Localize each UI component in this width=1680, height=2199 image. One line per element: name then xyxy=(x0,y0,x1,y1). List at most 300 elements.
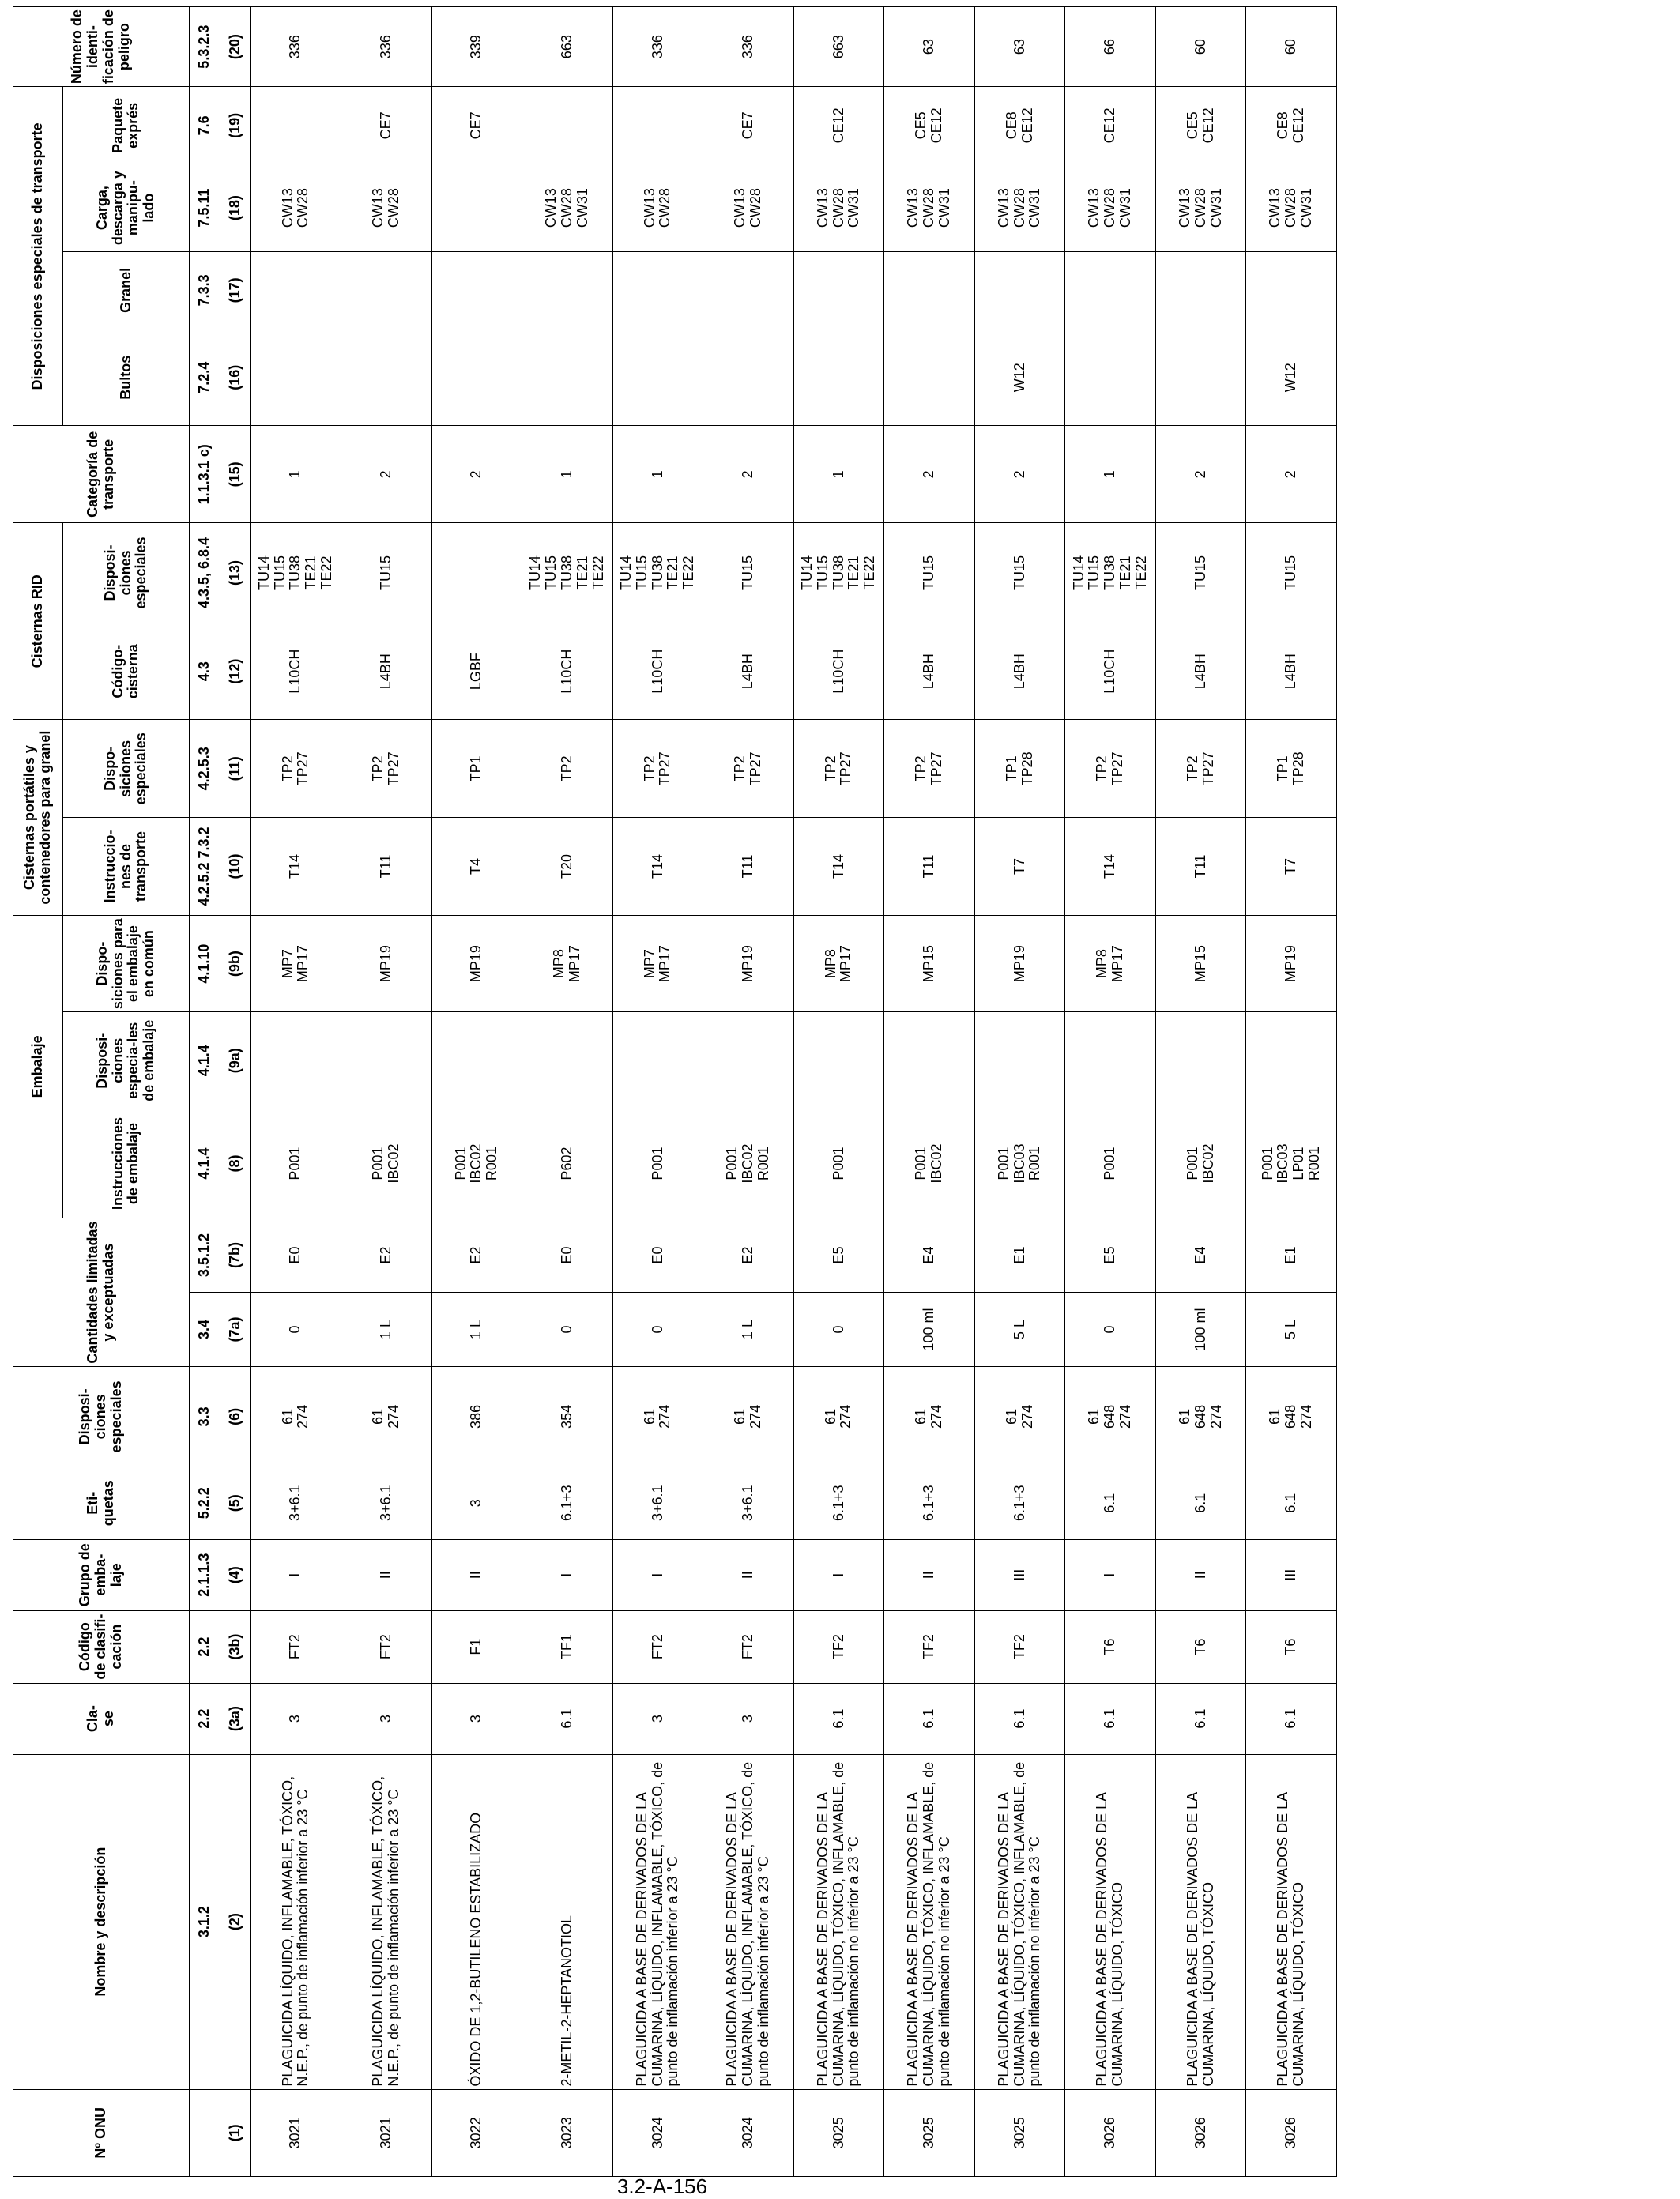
table-cell-col-11 xyxy=(1155,1012,1246,1109)
header-disp-especiales-embalaje: Disposi-ciones especia-les de embalaje xyxy=(63,1012,190,1109)
table-cell-col-22: 336 xyxy=(703,7,794,87)
table-cell-col-17: 2 xyxy=(341,426,432,523)
table-cell-col-8: 1 L xyxy=(703,1293,794,1367)
table-cell-col-22: 336 xyxy=(612,7,703,87)
table-cell-col-22: 60 xyxy=(1155,7,1246,87)
table-cell-col-17: 1 xyxy=(250,426,341,523)
ref-cell-col-4: 2.2 xyxy=(189,1610,220,1683)
table-cell-col-18 xyxy=(612,329,703,426)
table-cell-col-13: T14 xyxy=(1065,818,1156,916)
table-cell-col-14: TP1 TP28 xyxy=(974,720,1065,818)
table-cell-col-15: L4BH xyxy=(341,623,432,720)
table-cell-col-13: T11 xyxy=(341,818,432,916)
ref-cell-col-12: 4.1.10 xyxy=(189,915,220,1012)
header-disp-especiales-rid: Disposi-ciones especiales xyxy=(63,523,190,623)
table-cell-col-5: II xyxy=(703,1539,794,1610)
table-cell-col-17: 2 xyxy=(884,426,975,523)
table-cell-col-9: E0 xyxy=(250,1218,341,1293)
table-cell-col-20 xyxy=(431,164,522,251)
table-cell-col-7: 61 274 xyxy=(884,1367,975,1467)
table-cell-col-14: TP2 TP27 xyxy=(1065,720,1156,818)
table-cell-col-14: TP2 xyxy=(522,720,613,818)
table-cell-col-3: 6.1 xyxy=(974,1683,1065,1754)
table-cell-col-4: FT2 xyxy=(341,1610,432,1683)
table-cell-col-13: T11 xyxy=(884,818,975,916)
table-cell-col-16: TU15 xyxy=(884,523,975,623)
table-cell-col-6: 6.1 xyxy=(1246,1467,1337,1539)
table-cell-col-12: MP8 MP17 xyxy=(522,915,613,1012)
table-cell-col-22: 60 xyxy=(1246,7,1337,87)
table-cell-col-16: TU15 xyxy=(341,523,432,623)
colnum-cell-col-19: (17) xyxy=(220,251,250,329)
table-cell-col-20: CW13 CW28 xyxy=(703,164,794,251)
table-cell-col-15: L4BH xyxy=(1246,623,1337,720)
header-numero-peligro: Número de identi-ficación de peligro xyxy=(13,7,190,87)
table-cell-col-3: 3 xyxy=(341,1683,432,1754)
table-cell-col-9: E2 xyxy=(341,1218,432,1293)
table-cell-col-15: L10CH xyxy=(250,623,341,720)
table-cell-col-11 xyxy=(974,1012,1065,1109)
table-cell-col-3: 6.1 xyxy=(1065,1683,1156,1754)
table-cell-col-14: TP2 TP27 xyxy=(1155,720,1246,818)
table-cell-col-1: 3023 xyxy=(522,2089,613,2176)
table-cell-col-19 xyxy=(522,251,613,329)
ref-cell-col-15: 4.3 xyxy=(189,623,220,720)
table-cell-col-19 xyxy=(1246,251,1337,329)
colnum-cell-col-16: (13) xyxy=(220,523,250,623)
table-cell-col-6: 6.1+3 xyxy=(884,1467,975,1539)
table-cell-col-21: CE7 xyxy=(431,87,522,164)
table-cell-col-17: 1 xyxy=(522,426,613,523)
colnum-cell-col-18: (16) xyxy=(220,329,250,426)
table-cell-col-12: MP7 MP17 xyxy=(612,915,703,1012)
table-row xyxy=(250,7,341,2177)
table-cell-col-9: E0 xyxy=(522,1218,613,1293)
table-cell-col-5: I xyxy=(612,1539,703,1610)
table-cell-col-13: T11 xyxy=(703,818,794,916)
table-cell-col-7: 61 648 274 xyxy=(1155,1367,1246,1467)
table-cell-col-9: E4 xyxy=(1155,1218,1246,1293)
table-cell-col-10: P001 IBC03 LP01 R001 xyxy=(1246,1109,1337,1218)
table-cell-col-19 xyxy=(341,251,432,329)
colnum-cell-col-2: (2) xyxy=(220,1754,250,2089)
table-cell-col-4: T6 xyxy=(1155,1610,1246,1683)
table-cell-col-5: II xyxy=(341,1539,432,1610)
table-cell-col-5: I xyxy=(250,1539,341,1610)
table-row xyxy=(703,7,794,2177)
table-cell-col-15: L10CH xyxy=(1065,623,1156,720)
table-cell-col-19 xyxy=(793,251,884,329)
header-clase: Cla- se xyxy=(13,1683,190,1754)
table-cell-col-13: T11 xyxy=(1155,818,1246,916)
table-cell-col-18: W12 xyxy=(974,329,1065,426)
table-cell-col-22: 663 xyxy=(522,7,613,87)
table-cell-col-6: 3+6.1 xyxy=(703,1467,794,1539)
table-cell-col-8: 5 L xyxy=(1246,1293,1337,1367)
table-cell-col-12: MP15 xyxy=(1155,915,1246,1012)
header-categoria-transporte: Categoría de transporte xyxy=(13,426,190,523)
table-cell-col-21: CE7 xyxy=(703,87,794,164)
table-cell-col-16: TU15 xyxy=(974,523,1065,623)
table-cell-col-12: MP19 xyxy=(431,915,522,1012)
table-cell-col-1: 3026 xyxy=(1246,2089,1337,2176)
table-cell-col-11 xyxy=(341,1012,432,1109)
colnum-cell-col-4: (3b) xyxy=(220,1610,250,1683)
table-cell-col-5: III xyxy=(974,1539,1065,1610)
ref-cell-col-22: 5.3.2.3 xyxy=(189,7,220,87)
table-cell-col-18: W12 xyxy=(1246,329,1337,426)
table-cell-col-5: II xyxy=(431,1539,522,1610)
table-cell-col-21 xyxy=(250,87,341,164)
table-cell-col-2: PLAGUICIDA A BASE DE DERIVADOS DE LA CUMARINA, LÍQUIDO, TÓXICO xyxy=(1246,1754,1337,2089)
colnum-cell-col-8: (7a) xyxy=(220,1293,250,1367)
table-cell-col-21: CE7 xyxy=(341,87,432,164)
table-cell-col-18 xyxy=(250,329,341,426)
table-cell-col-1: 3025 xyxy=(793,2089,884,2176)
ref-cell-col-13: 4.2.5.2 7.3.2 xyxy=(189,818,220,916)
table-cell-col-22: 63 xyxy=(974,7,1065,87)
table-row xyxy=(522,7,613,2177)
table-cell-col-3: 3 xyxy=(431,1683,522,1754)
table-cell-col-8: 0 xyxy=(793,1293,884,1367)
table-cell-col-21 xyxy=(522,87,613,164)
table-cell-col-13: T14 xyxy=(612,818,703,916)
table-cell-col-14: TP2 TP27 xyxy=(703,720,794,818)
ref-cell-col-14: 4.2.5.3 xyxy=(189,720,220,818)
table-cell-col-18 xyxy=(341,329,432,426)
table-cell-col-10: P001 IBC02 xyxy=(884,1109,975,1218)
ref-cell-col-3: 2.2 xyxy=(189,1683,220,1754)
table-cell-col-2: PLAGUICIDA A BASE DE DERIVADOS DE LA CUMARINA, LÍQUIDO, TÓXICO, INFLAMABLE, de punto de inflamación no inferior a 23 °C xyxy=(884,1754,975,2089)
table-cell-col-15: L10CH xyxy=(522,623,613,720)
header-etiquetas: Eti-quetas xyxy=(13,1467,190,1539)
ref-cell-col-21: 7.6 xyxy=(189,87,220,164)
table-cell-col-10: P001 xyxy=(250,1109,341,1218)
colnum-cell-col-20: (18) xyxy=(220,164,250,251)
table-cell-col-15: LGBF xyxy=(431,623,522,720)
table-cell-col-4: FT2 xyxy=(703,1610,794,1683)
table-cell-col-6: 3+6.1 xyxy=(250,1467,341,1539)
table-cell-col-4: F1 xyxy=(431,1610,522,1683)
table-cell-col-14: TP2 TP27 xyxy=(612,720,703,818)
table-cell-col-9: E5 xyxy=(1065,1218,1156,1293)
table-row xyxy=(341,7,432,2177)
table-cell-col-17: 2 xyxy=(703,426,794,523)
header-disposiciones-transporte: Disposiciones especiales de transporte xyxy=(13,87,63,426)
table-cell-col-7: 354 xyxy=(522,1367,613,1467)
table-cell-col-4: TF2 xyxy=(974,1610,1065,1683)
table-cell-col-4: TF1 xyxy=(522,1610,613,1683)
colnum-cell-col-6: (5) xyxy=(220,1467,250,1539)
table-cell-col-17: 1 xyxy=(612,426,703,523)
table-cell-col-16: TU14 TU15 TU38 TE21 TE22 xyxy=(250,523,341,623)
table-cell-col-14: TP2 TP27 xyxy=(884,720,975,818)
table-cell-col-16: TU14 TU15 TU38 TE21 TE22 xyxy=(612,523,703,623)
table-cell-col-7: 61 274 xyxy=(974,1367,1065,1467)
table-cell-col-6: 6.1+3 xyxy=(793,1467,884,1539)
table-cell-col-1: 3024 xyxy=(703,2089,794,2176)
table-cell-col-18 xyxy=(431,329,522,426)
table-cell-col-12: MP15 xyxy=(884,915,975,1012)
table-cell-col-17: 2 xyxy=(974,426,1065,523)
table-cell-col-13: T4 xyxy=(431,818,522,916)
table-cell-col-14: TP2 TP27 xyxy=(341,720,432,818)
table-cell-col-19 xyxy=(884,251,975,329)
table-cell-col-7: 61 274 xyxy=(341,1367,432,1467)
table-cell-col-13: T20 xyxy=(522,818,613,916)
table-cell-col-5: II xyxy=(884,1539,975,1610)
table-row xyxy=(431,7,522,2177)
header-instrucciones-embalaje: Instrucciones de embalaje xyxy=(63,1109,190,1218)
table-cell-col-1: 3026 xyxy=(1065,2089,1156,2176)
table-cell-col-12: MP8 MP17 xyxy=(793,915,884,1012)
table-cell-col-17: 2 xyxy=(1155,426,1246,523)
table-cell-col-1: 3021 xyxy=(250,2089,341,2176)
table-cell-col-15: L4BH xyxy=(1155,623,1246,720)
table-cell-col-19 xyxy=(1065,251,1156,329)
table-cell-col-19 xyxy=(1155,251,1246,329)
table-cell-col-10: P001 xyxy=(612,1109,703,1218)
table-cell-col-3: 6.1 xyxy=(1246,1683,1337,1754)
table-cell-col-11 xyxy=(1065,1012,1156,1109)
header-instrucciones-transporte: Instruccio-nes de transporte xyxy=(63,818,190,916)
table-cell-col-2: PLAGUICIDA A BASE DE DERIVADOS DE LA CUMARINA, LÍQUIDO, TÓXICO, INFLAMABLE, de punto de inflamación no inferior a 23 °C xyxy=(974,1754,1065,2089)
table-row xyxy=(1246,7,1337,2177)
table-cell-col-6: 6.1+3 xyxy=(974,1467,1065,1539)
table-cell-col-19 xyxy=(250,251,341,329)
header-cantidades: Cantidades limitadas y exceptuadas xyxy=(13,1218,190,1367)
table-row xyxy=(1155,7,1246,2177)
ref-cell-col-20: 7.5.11 xyxy=(189,164,220,251)
table-cell-col-20: CW13 CW28 CW31 xyxy=(1065,164,1156,251)
colnum-cell-col-21: (19) xyxy=(220,87,250,164)
column-number-row xyxy=(220,7,250,2177)
table-cell-col-4: TF2 xyxy=(793,1610,884,1683)
header-disp-embalaje-comun: Dispo-siciones para el embalaje en común xyxy=(63,915,190,1012)
table-cell-col-16: TU14 TU15 TU38 TE21 TE22 xyxy=(793,523,884,623)
table-cell-col-22: 63 xyxy=(884,7,975,87)
ref-cell-col-17: 1.1.3.1 c) xyxy=(189,426,220,523)
table-cell-col-1: 3025 xyxy=(884,2089,975,2176)
table-cell-col-7: 61 274 xyxy=(250,1367,341,1467)
table-cell-col-1: 3024 xyxy=(612,2089,703,2176)
table-cell-col-11 xyxy=(884,1012,975,1109)
ref-cell-col-1 xyxy=(189,2089,220,2176)
dangerous-goods-table xyxy=(13,6,1337,2177)
ref-cell-col-10: 4.1.4 xyxy=(189,1109,220,1218)
table-cell-col-17: 1 xyxy=(793,426,884,523)
table-cell-col-14: TP1 xyxy=(431,720,522,818)
header-cisternas-portatiles: Cisternas portátiles y contenedores para granel xyxy=(13,720,63,915)
table-cell-col-1: 3025 xyxy=(974,2089,1065,2176)
table-cell-col-7: 61 648 274 xyxy=(1246,1367,1337,1467)
ref-cell-col-9: 3.5.1.2 xyxy=(189,1218,220,1293)
table-cell-col-11 xyxy=(250,1012,341,1109)
table-cell-col-9: E1 xyxy=(974,1218,1065,1293)
table-cell-col-17: 2 xyxy=(1246,426,1337,523)
table-cell-col-5: III xyxy=(1246,1539,1337,1610)
table-cell-col-10: P001 IBC02 R001 xyxy=(431,1109,522,1218)
table-cell-col-6: 6.1+3 xyxy=(522,1467,613,1539)
table-cell-col-20: CW13 CW28 xyxy=(612,164,703,251)
header-embalaje: Embalaje xyxy=(13,915,63,1218)
table-cell-col-21: CE5 CE12 xyxy=(1155,87,1246,164)
table-cell-col-11 xyxy=(703,1012,794,1109)
table-cell-col-2: PLAGUICIDA A BASE DE DERIVADOS DE LA CUMARINA, LÍQUIDO, INFLAMABLE, TÓXICO, de punto de inflamación inferior a 23 °C xyxy=(703,1754,794,2089)
header-cisternas-rid: Cisternas RID xyxy=(13,523,63,720)
table-cell-col-16: TU14 TU15 TU38 TE21 TE22 xyxy=(522,523,613,623)
header-disposiciones-especiales: Disposi-ciones especiales xyxy=(13,1367,190,1467)
table-cell-col-19 xyxy=(974,251,1065,329)
table-cell-col-8: 0 xyxy=(522,1293,613,1367)
table-cell-col-19 xyxy=(431,251,522,329)
colnum-cell-col-13: (10) xyxy=(220,818,250,916)
table-cell-col-21: CE12 xyxy=(1065,87,1156,164)
table-cell-col-8: 5 L xyxy=(974,1293,1065,1367)
table-cell-col-6: 6.1 xyxy=(1065,1467,1156,1539)
table-cell-col-1: 3026 xyxy=(1155,2089,1246,2176)
table-cell-col-11 xyxy=(522,1012,613,1109)
table-cell-col-17: 1 xyxy=(1065,426,1156,523)
table-cell-col-16: TU15 xyxy=(703,523,794,623)
table-cell-col-2: PLAGUICIDA A BASE DE DERIVADOS DE LA CUMARINA, LÍQUIDO, INFLAMABLE, TÓXICO, de punto de inflamación inferior a 23 °C xyxy=(612,1754,703,2089)
colnum-cell-col-1: (1) xyxy=(220,2089,250,2176)
table-cell-col-21: CE8 CE12 xyxy=(1246,87,1337,164)
table-cell-col-22: 663 xyxy=(793,7,884,87)
table-cell-col-21: CE12 xyxy=(793,87,884,164)
table-cell-col-20: CW13 CW28 xyxy=(250,164,341,251)
table-cell-col-5: I xyxy=(1065,1539,1156,1610)
table-cell-col-15: L4BH xyxy=(884,623,975,720)
table-header xyxy=(13,7,251,2177)
header-bultos: Bultos xyxy=(63,329,190,426)
ref-cell-col-2: 3.1.2 xyxy=(189,1754,220,2089)
table-cell-col-6: 3 xyxy=(431,1467,522,1539)
table-cell-col-22: 339 xyxy=(431,7,522,87)
table-cell-col-13: T14 xyxy=(793,818,884,916)
ref-cell-col-5: 2.1.1.3 xyxy=(189,1539,220,1610)
table-cell-col-20: CW13 CW28 xyxy=(341,164,432,251)
table-cell-col-11 xyxy=(1246,1012,1337,1109)
table-cell-col-10: P001 IBC02 xyxy=(1155,1109,1246,1218)
table-cell-col-20: CW13 CW28 CW31 xyxy=(1155,164,1246,251)
table-cell-col-16: TU14 TU15 TU38 TE21 TE22 xyxy=(1065,523,1156,623)
table-cell-col-12: MP19 xyxy=(1246,915,1337,1012)
table-cell-col-8: 0 xyxy=(1065,1293,1156,1367)
table-cell-col-15: L10CH xyxy=(793,623,884,720)
colnum-cell-col-9: (7b) xyxy=(220,1218,250,1293)
table-cell-col-3: 6.1 xyxy=(793,1683,884,1754)
table-cell-col-9: E1 xyxy=(1246,1218,1337,1293)
table-cell-col-8: 0 xyxy=(612,1293,703,1367)
table-cell-col-8: 100 ml xyxy=(1155,1293,1246,1367)
table-cell-col-8: 1 L xyxy=(341,1293,432,1367)
colnum-cell-col-22: (20) xyxy=(220,7,250,87)
table-cell-col-3: 3 xyxy=(250,1683,341,1754)
table-cell-col-6: 3+6.1 xyxy=(612,1467,703,1539)
ref-cell-col-16: 4.3.5, 6.8.4 xyxy=(189,523,220,623)
table-cell-col-18 xyxy=(1155,329,1246,426)
reference-row xyxy=(189,7,220,2177)
table-cell-col-16 xyxy=(431,523,522,623)
table-body xyxy=(250,7,1336,2177)
table-cell-col-17: 2 xyxy=(431,426,522,523)
table-cell-col-12: MP19 xyxy=(341,915,432,1012)
table-cell-col-9: E2 xyxy=(703,1218,794,1293)
table-cell-col-19 xyxy=(612,251,703,329)
table-cell-col-9: E2 xyxy=(431,1218,522,1293)
table-cell-col-10: P602 xyxy=(522,1109,613,1218)
colnum-cell-col-17: (15) xyxy=(220,426,250,523)
table-cell-col-21: CE5 CE12 xyxy=(884,87,975,164)
ref-cell-col-19: 7.3.3 xyxy=(189,251,220,329)
table-cell-col-11 xyxy=(431,1012,522,1109)
table-cell-col-6: 6.1 xyxy=(1155,1467,1246,1539)
ref-cell-col-6: 5.2.2 xyxy=(189,1467,220,1539)
table-cell-col-12: MP8 MP17 xyxy=(1065,915,1156,1012)
colnum-cell-col-11: (9a) xyxy=(220,1012,250,1109)
colnum-cell-col-15: (12) xyxy=(220,623,250,720)
colnum-cell-col-3: (3a) xyxy=(220,1683,250,1754)
table-cell-col-14: TP1 TP28 xyxy=(1246,720,1337,818)
table-cell-col-8: 0 xyxy=(250,1293,341,1367)
table-row xyxy=(884,7,975,2177)
table-row xyxy=(974,7,1065,2177)
header-paquete-expres: Paquete exprés xyxy=(63,87,190,164)
table-cell-col-10: P001 xyxy=(793,1109,884,1218)
table-cell-col-15: L4BH xyxy=(974,623,1065,720)
table-cell-col-3: 3 xyxy=(612,1683,703,1754)
header-no-onu: Nº ONU xyxy=(13,2089,190,2176)
table-cell-col-2: PLAGUICIDA A BASE DE DERIVADOS DE LA CUMARINA, LÍQUIDO, TÓXICO xyxy=(1155,1754,1246,2089)
table-cell-col-15: L10CH xyxy=(612,623,703,720)
table-cell-col-20: CW13 CW28 CW31 xyxy=(793,164,884,251)
table-cell-col-14: TP2 TP27 xyxy=(250,720,341,818)
colnum-cell-col-10: (8) xyxy=(220,1109,250,1218)
table-cell-col-7: 61 274 xyxy=(703,1367,794,1467)
rotated-table-wrapper xyxy=(13,6,1337,2177)
table-row xyxy=(612,7,703,2177)
table-cell-col-21: CE8 CE12 xyxy=(974,87,1065,164)
table-cell-col-14: TP2 TP27 xyxy=(793,720,884,818)
header-codigo-cisterna: Código-cisterna xyxy=(63,623,190,720)
table-cell-col-7: 61 274 xyxy=(612,1367,703,1467)
table-cell-col-9: E4 xyxy=(884,1218,975,1293)
table-cell-col-20: CW13 CW28 CW31 xyxy=(1246,164,1337,251)
header-carga: Carga, descarga y manipu-lado xyxy=(63,164,190,251)
table-cell-col-3: 6.1 xyxy=(884,1683,975,1754)
table-cell-col-18 xyxy=(1065,329,1156,426)
table-cell-col-9: E5 xyxy=(793,1218,884,1293)
table-cell-col-6: 3+6.1 xyxy=(341,1467,432,1539)
table-cell-col-20: CW13 CW28 CW31 xyxy=(884,164,975,251)
table-cell-col-2: PLAGUICIDA A BASE DE DERIVADOS DE LA CUMARINA, LÍQUIDO, TÓXICO, INFLAMABLE, de punto de inflamación no inferior a 23 °C xyxy=(793,1754,884,2089)
table-cell-col-18 xyxy=(703,329,794,426)
table-cell-col-5: II xyxy=(1155,1539,1246,1610)
table-row xyxy=(793,7,884,2177)
header-codigo: Código de clasifi-cación xyxy=(13,1610,190,1683)
table-cell-col-11 xyxy=(793,1012,884,1109)
table-cell-col-3: 6.1 xyxy=(522,1683,613,1754)
table-cell-col-2: PLAGUICIDA A BASE DE DERIVADOS DE LA CUMARINA, LÍQUIDO, TÓXICO xyxy=(1065,1754,1156,2089)
table-cell-col-16: TU15 xyxy=(1155,523,1246,623)
table-cell-col-7: 61 648 274 xyxy=(1065,1367,1156,1467)
table-cell-col-11 xyxy=(612,1012,703,1109)
table-cell-col-7: 386 xyxy=(431,1367,522,1467)
table-cell-col-4: T6 xyxy=(1246,1610,1337,1683)
ref-cell-col-11: 4.1.4 xyxy=(189,1012,220,1109)
table-cell-col-2: PLAGUICIDA LÍQUIDO, INFLAMABLE, TÓXICO, N.E.P., de punto de inflamación inferior a 23 °C xyxy=(341,1754,432,2089)
